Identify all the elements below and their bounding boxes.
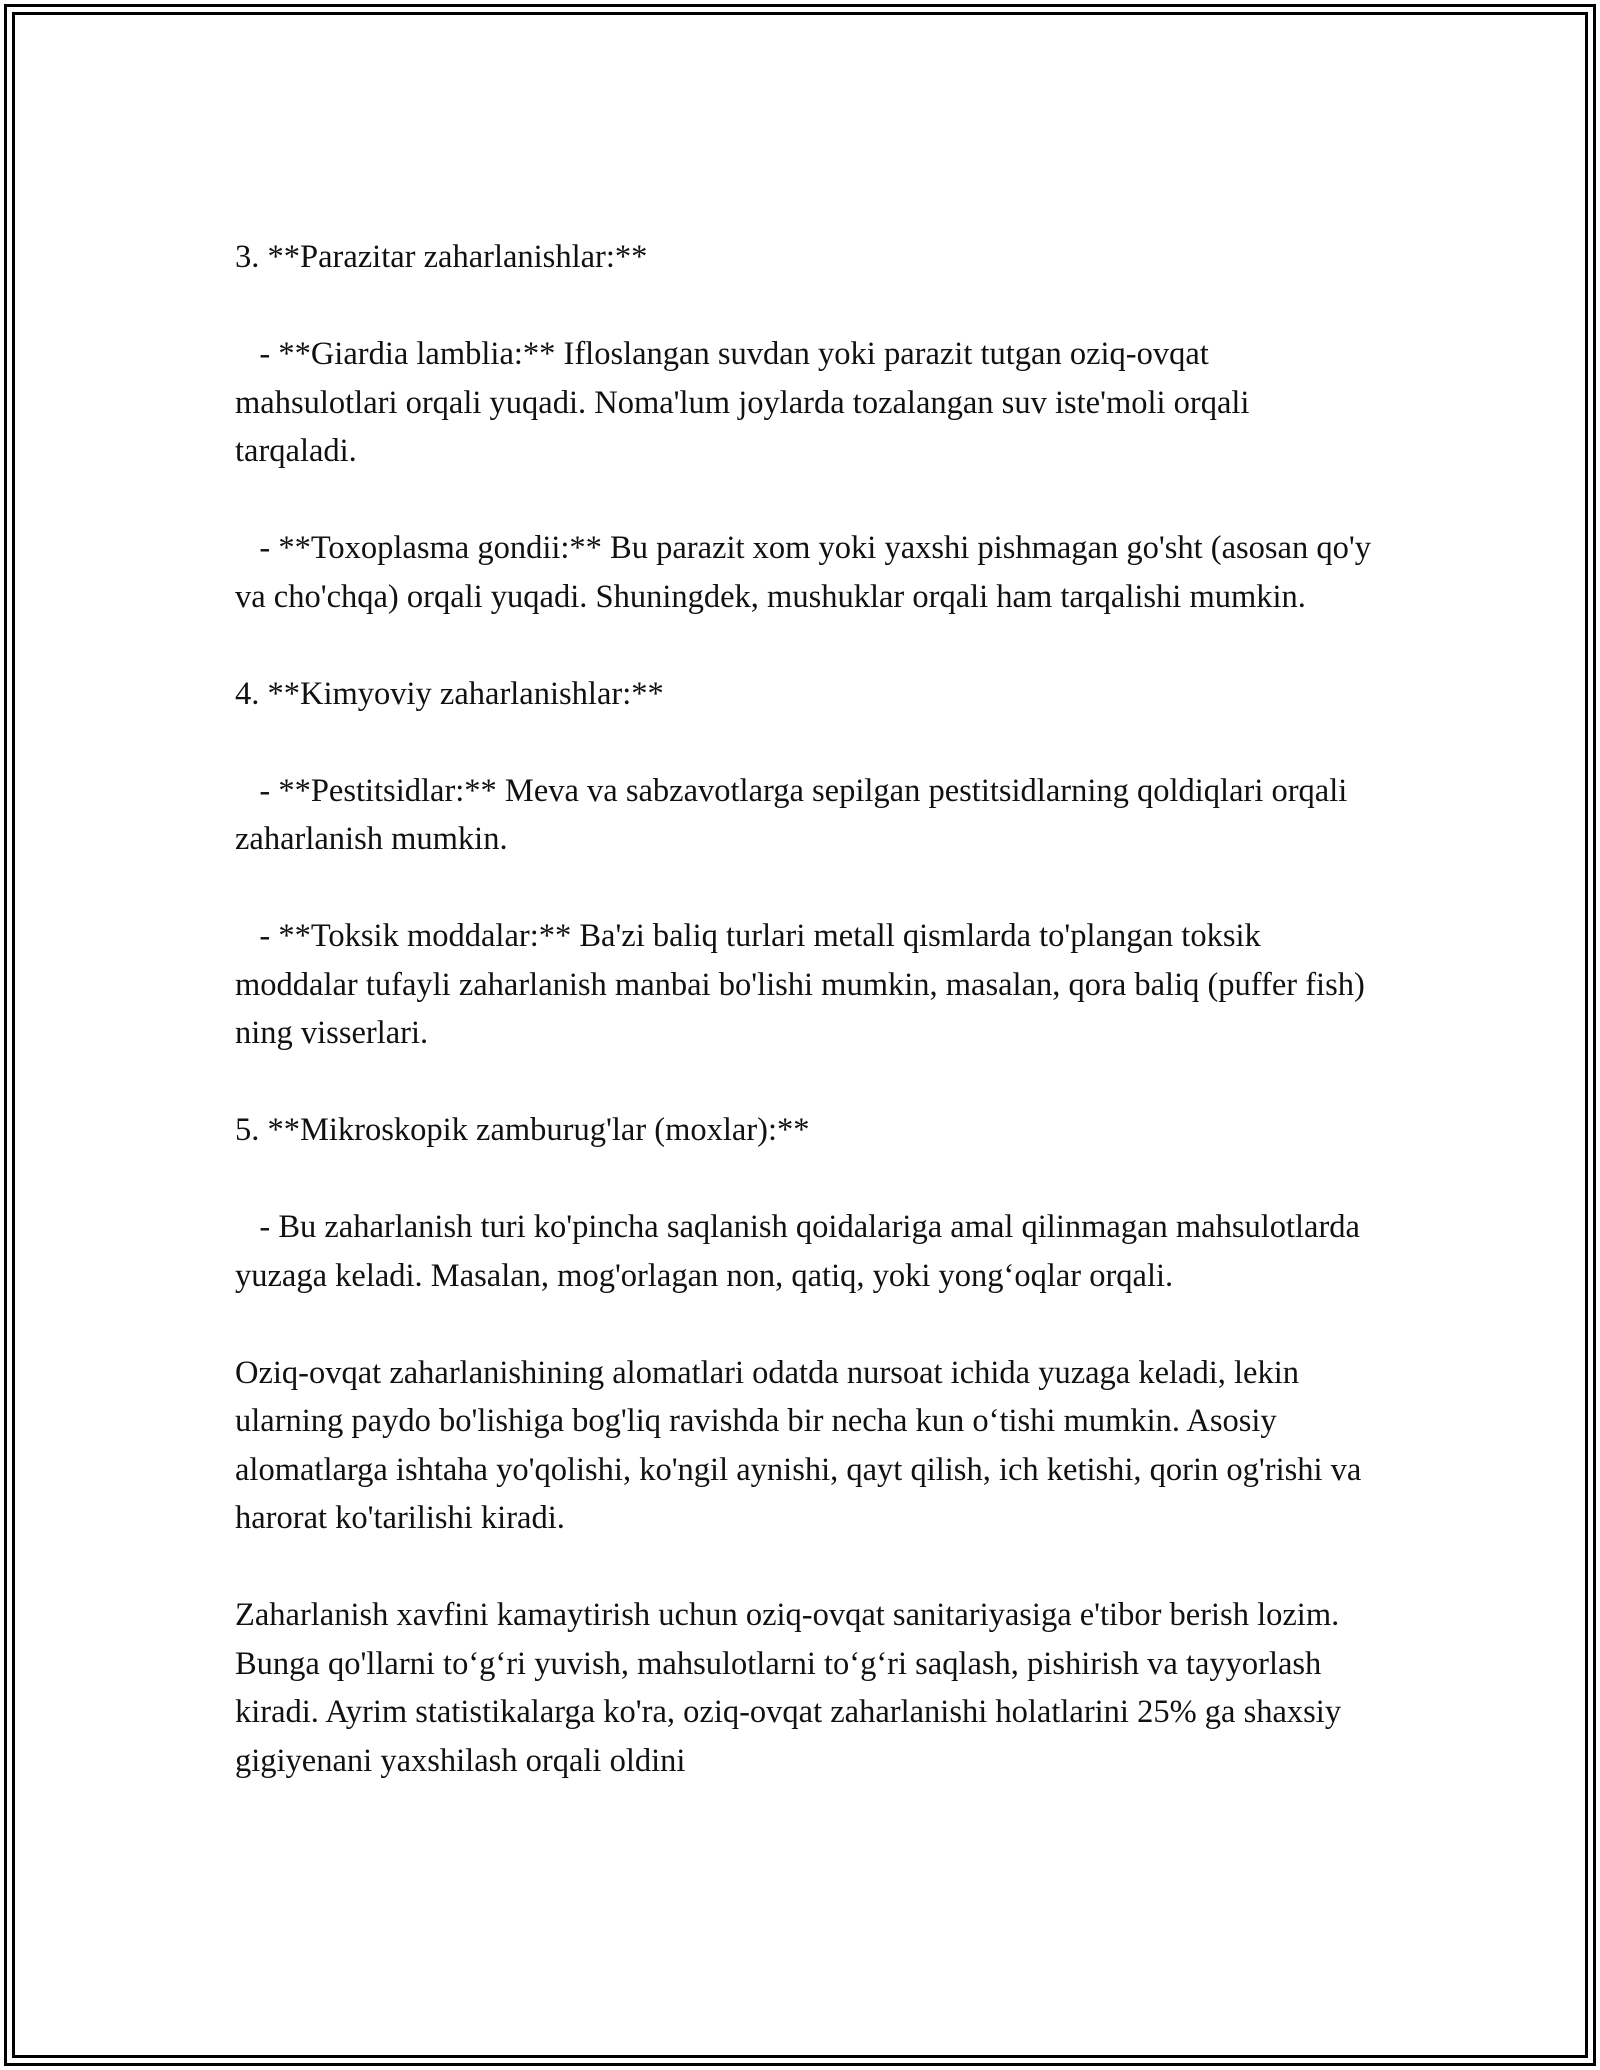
list-item-giardia: - **Giardia lamblia:** Ifloslangan suvdan yoki parazit tutgan oziq-ovqat mahsulotlari orqali yuqadi. Noma'lum joylarda tozalangan suv iste'moli orqali tarqaladi. bbox=[235, 336, 1258, 469]
list-item-toxic-substances: - **Toksik moddalar:** Ba'zi baliq turlari metall qismlarda to'plangan toksik moddalar tufayli zaharlanish manbai bo'lishi mumkin, masalan, qora baliq (puffer fish) ning visserlari. bbox=[235, 918, 1373, 1051]
paragraph-symptoms: Oziq-ovqat zaharlanishining alomatlari odatda nursoat ichida yuzaga keladi, lekin ularning paydo bo'lishiga bog'liq ravishda bir necha kun o‘tishi mumkin. Asosiy alomatlarga ishtaha yo'qolishi, ko'ngil aynishi, qayt qilish, ich ketishi, qorin og'rishi va harorat ko'tarilishi kiradi. bbox=[235, 1354, 1370, 1536]
section-heading-parasitic: 3. **Parazitar zaharlanishlar:** bbox=[235, 239, 648, 275]
paragraph-prevention: Zaharlanish xavfini kamaytirish uchun oziq-ovqat sanitariyasiga e'tibor berish lozim. Bunga qo'llarni to‘g‘ri yuvish, mahsulotlarni to‘g‘ri saqlash, pishirish va tayyorlash kiradi. Ayrim statistikalarga ko'ra, oziq-ovqat zaharlanishi holatlarini 25% ga shaxsiy gigiyenani yaxshilash orqali oldini bbox=[235, 1597, 1350, 1779]
section-heading-chemical: 4. **Kimyoviy zaharlanishlar:** bbox=[235, 675, 664, 712]
list-item-toxoplasma: - **Toxoplasma gondii:** Bu parazit xom yoki yaxshi pishmagan go'sht (asosan qo'y va cho'chqa) orqali yuqadi. Shuningdek, mushuklar orqali ham tarqalishi mumkin. bbox=[235, 530, 1380, 615]
section-heading-fungi: 5. **Mikroskopik zamburug'lar (moxlar):** bbox=[235, 1112, 810, 1148]
list-item-pesticides: - **Pestitsidlar:** Meva va sabzavotlarga sepilgan pestitsidlarning qoldiqlari orqali zaharlanish mumkin. bbox=[235, 772, 1356, 857]
document-body bbox=[235, 233, 1380, 1785]
list-item-mold: - Bu zaharlanish turi ko'pincha saqlanish qoidalariga amal qilinmagan mahsulotlarda yuzaga keladi. Masalan, mog'orlagan non, qatiq, yoki yong‘oqlar orqali. bbox=[235, 1209, 1369, 1294]
